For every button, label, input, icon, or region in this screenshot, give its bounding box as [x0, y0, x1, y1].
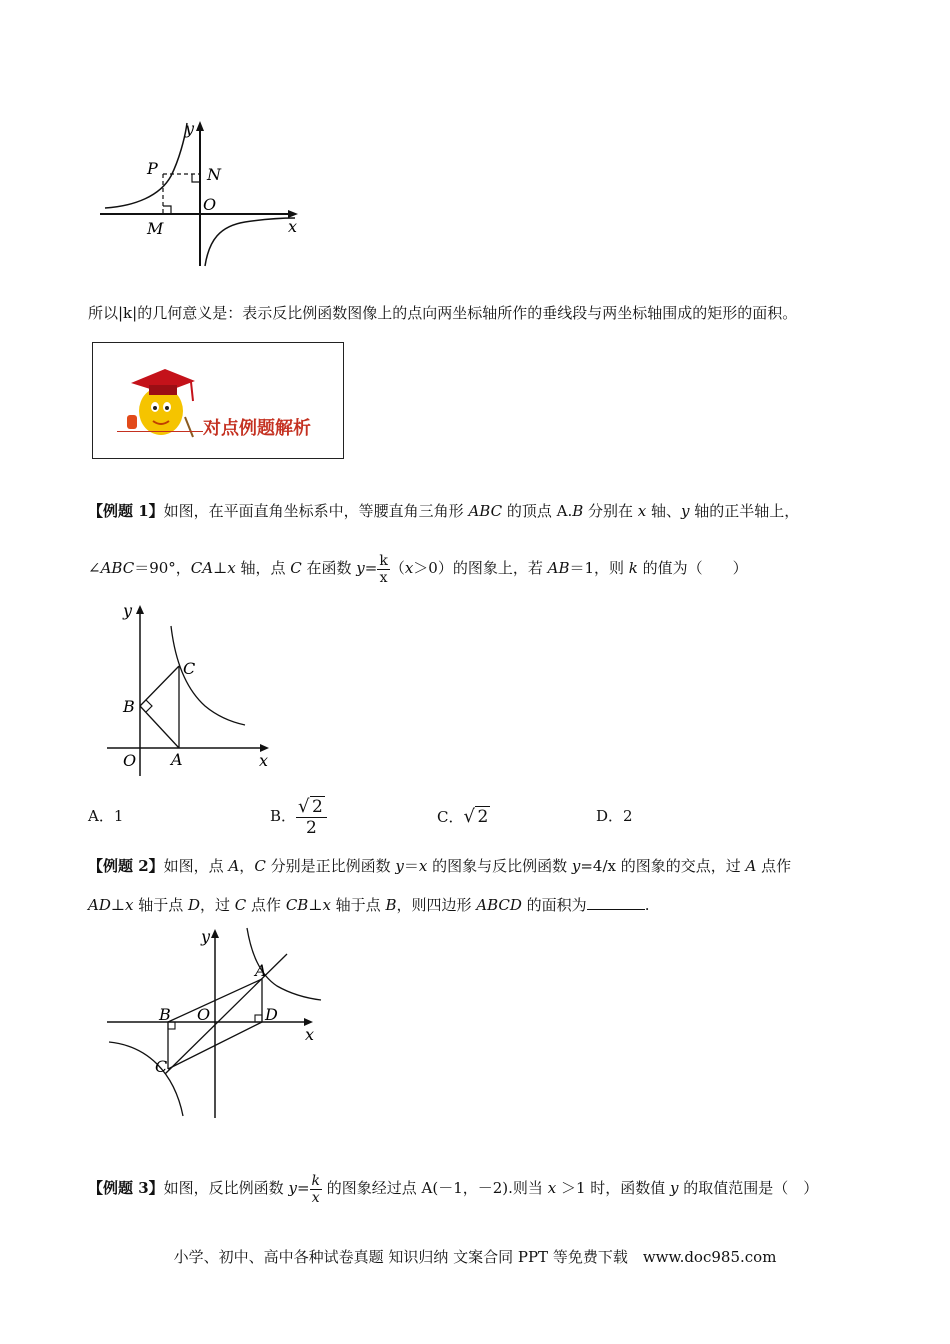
radicand: 2 [312, 797, 323, 817]
frac-den: x [311, 1189, 320, 1206]
t: . [644, 896, 650, 914]
t: x [547, 1179, 557, 1197]
t: 的值为（ ） [637, 559, 748, 577]
t: ，则四边形 [396, 896, 477, 914]
y-axis-arrow [211, 929, 219, 938]
option-c-label: C． [437, 808, 464, 826]
frac-num [296, 796, 327, 818]
t: CB [285, 896, 309, 914]
label-c: C [155, 1057, 168, 1076]
example1-tag: 【例题 1】 [88, 502, 164, 520]
t: B [385, 896, 397, 914]
t: ⊥ [213, 559, 228, 577]
t: （ [389, 559, 405, 577]
t: y [356, 559, 365, 577]
label-y: y [123, 601, 133, 620]
label-n: N [207, 165, 221, 184]
hyperbola-branch-right [205, 217, 298, 266]
t: 的顶点 A. [502, 502, 573, 520]
hyperbola-branch-left [105, 123, 187, 208]
t: x [404, 559, 414, 577]
t: 的图象与反比例函数 [427, 857, 572, 875]
y-axis-arrow [196, 121, 204, 131]
t: 如图，反比例函数 [163, 1179, 289, 1197]
fraction-k-over-x [377, 553, 389, 586]
segment-ab [140, 706, 179, 748]
label-x: x [288, 217, 298, 236]
frac-den: x [379, 569, 388, 586]
fraction-sqrt2-over-2 [296, 796, 327, 838]
label-m: M [147, 219, 164, 238]
t: 分别在 [583, 502, 638, 520]
t: 点作 [756, 857, 792, 875]
t: y [288, 1179, 297, 1197]
page-footer: 小学、初中、高中各种试卷真题 知识归纳 文案合同 PPT 等免费下载 www.doc985.com [173, 1248, 777, 1266]
label-b: B [123, 697, 135, 716]
option-c[interactable] [437, 806, 490, 827]
t: 的图象经过点 A(－1，－2).则当 [322, 1179, 548, 1197]
t: C [290, 559, 302, 577]
t: ＝90°， [134, 559, 191, 577]
label-o: O [197, 1005, 211, 1024]
example1-line2 [88, 550, 748, 586]
t: 轴于点 [330, 896, 386, 914]
label-o: O [123, 751, 137, 770]
y-axis-arrow [136, 605, 144, 614]
option-b-label: B． [270, 807, 297, 825]
t: ，过 [200, 896, 235, 914]
label-o: O [203, 195, 217, 214]
t: x [637, 502, 647, 520]
geometry-meaning-text: 所以|k|的几何意义是：表示反比例函数图像上的点向两坐标轴所作的垂线段与两坐标轴围成的矩形的面积。 [88, 304, 798, 322]
sqrt [298, 796, 325, 817]
t: 的取值范围是（ ） [678, 1179, 819, 1197]
example3-line [88, 1168, 818, 1208]
t: C [254, 857, 266, 875]
example1-line1 [88, 501, 799, 521]
right-angle-d [255, 1015, 262, 1022]
right-angle-b [146, 700, 152, 712]
t: ， [239, 857, 255, 875]
example2-line2 [88, 895, 649, 915]
t: AB [547, 559, 570, 577]
label-y: y [201, 927, 211, 946]
label-a: A [255, 961, 267, 980]
radical-icon: √ [463, 806, 475, 827]
t: A [745, 857, 757, 875]
t: 如图，点 [163, 857, 229, 875]
example1-figure [105, 598, 277, 776]
example3-tag: 【例题 3】 [88, 1179, 164, 1197]
example2-line1 [88, 856, 791, 876]
t: 分别是正比例函数 [265, 857, 396, 875]
t: = [364, 559, 378, 577]
t: ABC [100, 559, 135, 577]
t: D [187, 896, 201, 914]
t: ＝ [403, 857, 419, 875]
hyperbola-branch-third-quadrant [109, 1042, 183, 1116]
label-p: P [147, 159, 158, 178]
t: 轴，点 [235, 559, 291, 577]
t: x [227, 559, 236, 577]
t: y [571, 857, 581, 875]
label-c: C [183, 659, 196, 678]
banner-title: 对点例题解析 [203, 418, 311, 439]
label-a: A [171, 750, 183, 769]
label-b: B [159, 1005, 171, 1024]
right-angle-m [163, 206, 171, 214]
t: = [296, 1179, 310, 1197]
label-y: y [185, 119, 195, 138]
t: ＞1 时，函数值 [556, 1179, 671, 1197]
t: ABC [468, 502, 503, 520]
radical-icon: √ [298, 796, 310, 817]
t: AD [88, 896, 111, 914]
t: 轴于点 [133, 896, 188, 914]
hyperbola-figure-top [95, 118, 305, 270]
fraction-k-over-x [310, 1173, 322, 1206]
t: 的面积为 [521, 896, 587, 914]
segment-bc [140, 666, 179, 706]
t: ⊥ [308, 896, 323, 914]
t: A [228, 857, 240, 875]
label-x: x [305, 1025, 315, 1044]
t: C [234, 896, 247, 914]
t: 点作 [246, 896, 286, 914]
t: 如图，在平面直角坐标系中，等腰直角三角形 [163, 502, 469, 520]
t: 轴、 [646, 502, 682, 520]
option-a[interactable]: A．1 [88, 807, 124, 825]
t: y [395, 857, 404, 875]
t: 在函数 [301, 559, 357, 577]
t: ABCD [476, 896, 522, 914]
answer-blank[interactable] [587, 909, 645, 910]
t: x [418, 857, 428, 875]
label-x: x [259, 751, 269, 770]
t: =4/x 的图象的交点，过 [580, 857, 746, 875]
t: B [572, 502, 584, 520]
sqrt [463, 806, 490, 827]
t: ＞0）的图象上，若 [413, 559, 548, 577]
option-b[interactable] [270, 794, 327, 838]
t: ⊥ [110, 896, 125, 914]
frac-num: k [379, 552, 388, 569]
example2-figure [105, 924, 325, 1118]
t: y [670, 1179, 679, 1197]
example2-tag: 【例题 2】 [88, 857, 164, 875]
t: CA [190, 559, 214, 577]
frac-den: 2 [306, 818, 317, 838]
radicand: 2 [477, 807, 489, 827]
banner-underline [117, 431, 203, 432]
section-banner [92, 342, 344, 459]
option-d[interactable]: D．2 [596, 807, 633, 825]
t: x [322, 896, 331, 914]
t: ＝1，则 [569, 559, 629, 577]
t: 轴的正半轴上， [689, 502, 800, 520]
t: k [628, 559, 638, 577]
label-d: D [265, 1005, 278, 1024]
t: ∠ [88, 559, 101, 577]
t: x [124, 896, 134, 914]
frac-num: k [311, 1172, 320, 1189]
t: y [681, 502, 690, 520]
right-angle-n [192, 174, 200, 182]
